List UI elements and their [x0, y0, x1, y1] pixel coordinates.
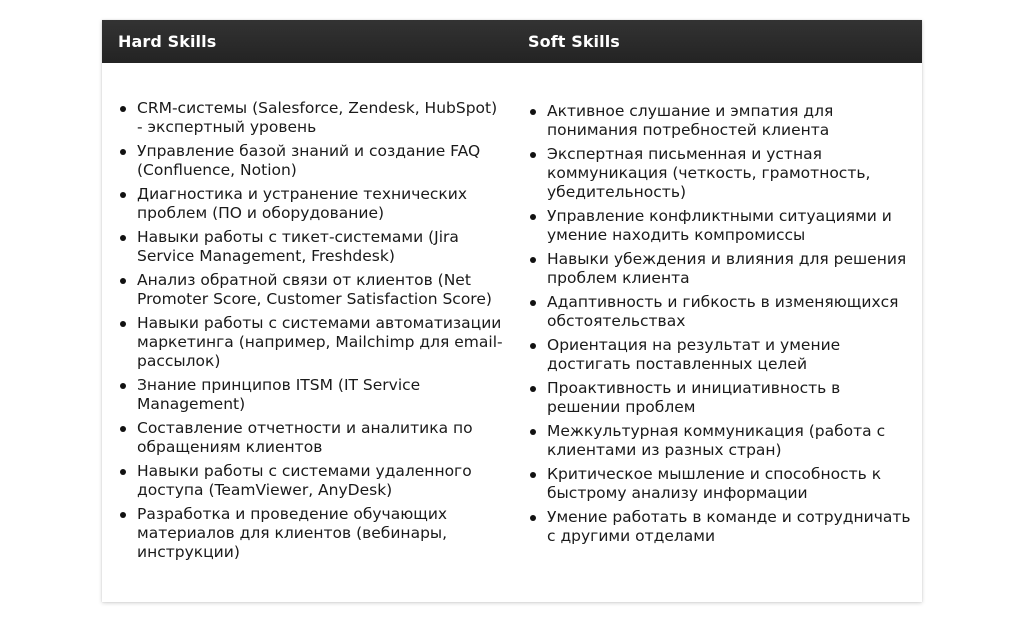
hard-skills-list: [102, 99, 512, 567]
list-item: Навыки работы с системами удаленного доступа (TeamViewer, AnyDesk): [137, 462, 504, 500]
hard-skills-column: [102, 63, 512, 602]
list-item: Управление конфликтными ситуациями и умение находить компромиссы: [547, 207, 914, 245]
header-soft-skills: Soft Skills: [528, 32, 620, 51]
list-item: Проактивность и инициативность в решении проблем: [547, 379, 914, 417]
list-item: Адаптивность и гибкость в изменяющихся обстоятельствах: [547, 293, 914, 331]
list-item: CRM-системы (Salesforce, Zendesk, HubSpot) - экспертный уровень: [137, 99, 504, 137]
list-item: Умение работать в команде и сотрудничать с другими отделами: [547, 508, 914, 546]
list-item: Управление базой знаний и создание FAQ (Confluence, Notion): [137, 142, 504, 180]
header-hard-skills: Hard Skills: [118, 32, 217, 51]
list-item: Навыки работы с тикет-системами (Jira Service Management, Freshdesk): [137, 228, 504, 266]
table-body: [102, 63, 922, 602]
table-header: [102, 20, 922, 63]
list-item: Составление отчетности и аналитика по обращениям клиентов: [137, 419, 504, 457]
list-item: Активное слушание и эмпатия для понимания потребностей клиента: [547, 102, 914, 140]
list-item: Навыки убеждения и влияния для решения проблем клиента: [547, 250, 914, 288]
soft-skills-list: [512, 102, 922, 551]
list-item: Ориентация на результат и умение достигать поставленных целей: [547, 336, 914, 374]
list-item: Критическое мышление и способность к быстрому анализу информации: [547, 465, 914, 503]
list-item: Экспертная письменная и устная коммуникация (четкость, грамотность, убедительность): [547, 145, 914, 202]
soft-skills-column: [512, 63, 922, 602]
list-item: Навыки работы с системами автоматизации маркетинга (например, Mailchimp для email-рассылок): [137, 314, 503, 370]
list-item: Анализ обратной связи от клиентов (Net Promoter Score, Customer Satisfaction Score): [137, 271, 504, 309]
list-item: Разработка и проведение обучающих материалов для клиентов (вебинары, инструкции): [137, 505, 504, 562]
list-item: Диагностика и устранение технических проблем (ПО и оборудование): [137, 185, 504, 223]
list-item: Знание принципов ITSM (IT Service Management): [137, 376, 504, 414]
skills-table: [102, 20, 922, 602]
list-item: Межкультурная коммуникация (работа с клиентами из разных стран): [547, 422, 914, 460]
